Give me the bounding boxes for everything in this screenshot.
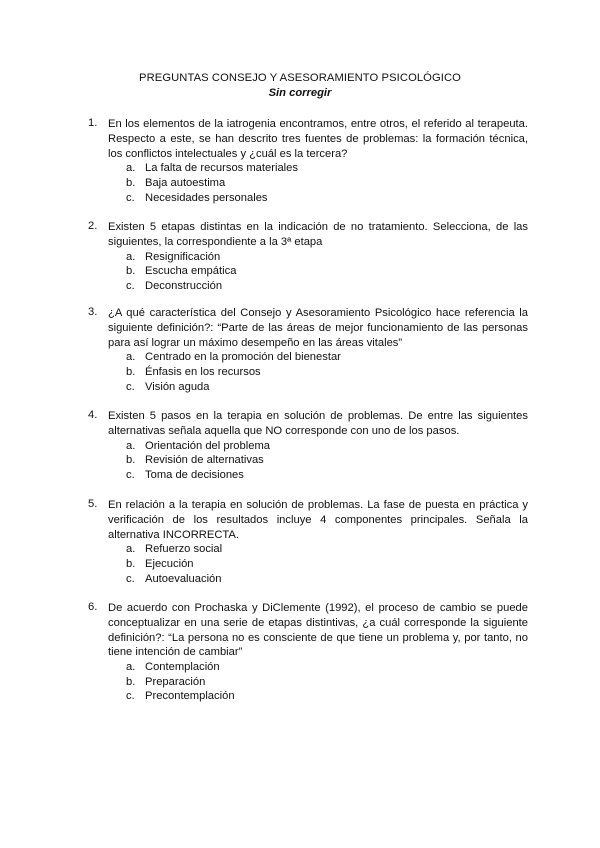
answer-option-c — [126, 380, 528, 395]
option-letter: b. — [126, 557, 136, 570]
answer-option-b — [126, 365, 528, 380]
question-text: Existen 5 etapas distintas en la indicación de no tratamiento. Selecciona, de las siguientes, la correspondiente a la 3ª etapa — [108, 221, 528, 248]
question-number: 4. — [88, 409, 98, 421]
answer-option-a — [126, 250, 528, 265]
answer-option-c — [126, 191, 528, 206]
option-letter: a. — [126, 250, 136, 263]
option-text: Visión aguda — [145, 380, 210, 393]
option-letter: a. — [126, 439, 136, 452]
answer-option-a — [126, 439, 528, 454]
answer-option-a — [126, 542, 528, 557]
question-text: Existen 5 pasos en la terapia en solución de problemas. De entre las siguientes alternativas señala aquella que NO corresponde con uno de los pasos. — [108, 410, 528, 437]
question-1 — [88, 117, 528, 205]
option-text: Refuerzo social — [145, 543, 223, 556]
option-text: Toma de decisiones — [145, 468, 244, 481]
answer-option-b — [126, 453, 528, 468]
answer-option-c — [126, 279, 528, 294]
answer-options — [126, 439, 528, 483]
option-text: Contemplación — [145, 661, 220, 674]
option-letter: b. — [126, 675, 136, 688]
answer-option-b — [126, 557, 528, 572]
answer-option-c — [126, 689, 528, 704]
question-2 — [88, 220, 528, 293]
question-text: En relación a la terapia en solución de problemas. La fase de puesta en práctica y verificación de los resultados incluye 4 componentes principales. Señala la alternativa INCORRECTA. — [108, 499, 528, 541]
option-letter: a. — [126, 543, 136, 556]
question-text: De acuerdo con Prochaska y DiClemente (1992), el proceso de cambio se puede conceptualizar en una serie de etapas distintivas, ¿a cuál corresponde la siguiente definición?: “La persona no es consciente de que tiene un problema y, por tanto, no tiene intención de cambiar” — [108, 602, 528, 659]
question-text: En los elementos de la iatrogenia encontramos, entre otros, el referido al terapeuta. Respecto a este, se han descrito tres fuentes de problemas: la formación técnica, los conflictos intelectuales y ¿cuál es la tercera? — [108, 118, 528, 160]
option-letter: c. — [126, 380, 135, 393]
question-number: 5. — [88, 498, 98, 510]
option-text: Orientación del problema — [145, 439, 270, 452]
option-letter: c. — [126, 468, 135, 481]
option-text: Deconstrucción — [145, 279, 223, 292]
answer-option-a — [126, 161, 528, 176]
answer-option-b — [126, 264, 528, 279]
option-text: Ejecución — [145, 557, 194, 570]
answer-options — [126, 542, 528, 586]
question-6 — [88, 601, 528, 704]
option-text: Resignificación — [145, 250, 221, 263]
answer-options — [126, 660, 528, 704]
option-text: Centrado en la promoción del bienestar — [145, 351, 341, 364]
answer-option-b — [126, 675, 528, 690]
answer-option-c — [126, 572, 528, 587]
option-letter: a. — [126, 162, 136, 175]
question-number: 1. — [88, 117, 98, 129]
document-subtitle: Sin corregir — [268, 87, 332, 99]
answer-option-a — [126, 660, 528, 675]
option-letter: a. — [126, 661, 136, 674]
answer-option-b — [126, 176, 528, 191]
option-letter: b. — [126, 454, 136, 467]
option-letter: b. — [126, 365, 136, 378]
option-text: Revisión de alternativas — [145, 454, 264, 467]
option-text: Autoevaluación — [145, 572, 222, 585]
option-letter: a. — [126, 351, 136, 364]
answer-options — [126, 250, 528, 294]
option-letter: b. — [126, 265, 136, 278]
option-letter: c. — [126, 191, 135, 204]
option-text: Baja autoestima — [145, 176, 226, 189]
question-5 — [88, 498, 528, 586]
option-letter: c. — [126, 279, 135, 292]
question-4 — [88, 409, 528, 482]
question-text: ¿A qué característica del Consejo y Asesoramiento Psicológico hace referencia la siguiente definición?: “Parte de las áreas de mejor funcionamiento de las personas para así lograr un máximo desempeño en las áreas vitales” — [108, 307, 528, 349]
answer-option-c — [126, 468, 528, 483]
answer-options — [126, 161, 528, 205]
option-text: Escucha empática — [145, 265, 237, 278]
answer-options — [126, 350, 528, 394]
question-number: 2. — [88, 220, 98, 232]
option-text: Necesidades personales — [145, 191, 268, 204]
option-letter: b. — [126, 176, 136, 189]
option-text: La falta de recursos materiales — [145, 162, 298, 175]
option-text: Preparación — [145, 675, 206, 688]
question-number: 6. — [88, 601, 98, 613]
option-letter: c. — [126, 572, 135, 585]
question-number: 3. — [88, 306, 98, 318]
answer-option-a — [126, 350, 528, 365]
option-text: Énfasis en los recursos — [145, 365, 261, 378]
option-letter: c. — [126, 690, 135, 703]
document-title: PREGUNTAS CONSEJO Y ASESORAMIENTO PSICOLÓGICO — [139, 72, 461, 84]
question-3 — [88, 306, 528, 394]
option-text: Precontemplación — [145, 690, 235, 703]
